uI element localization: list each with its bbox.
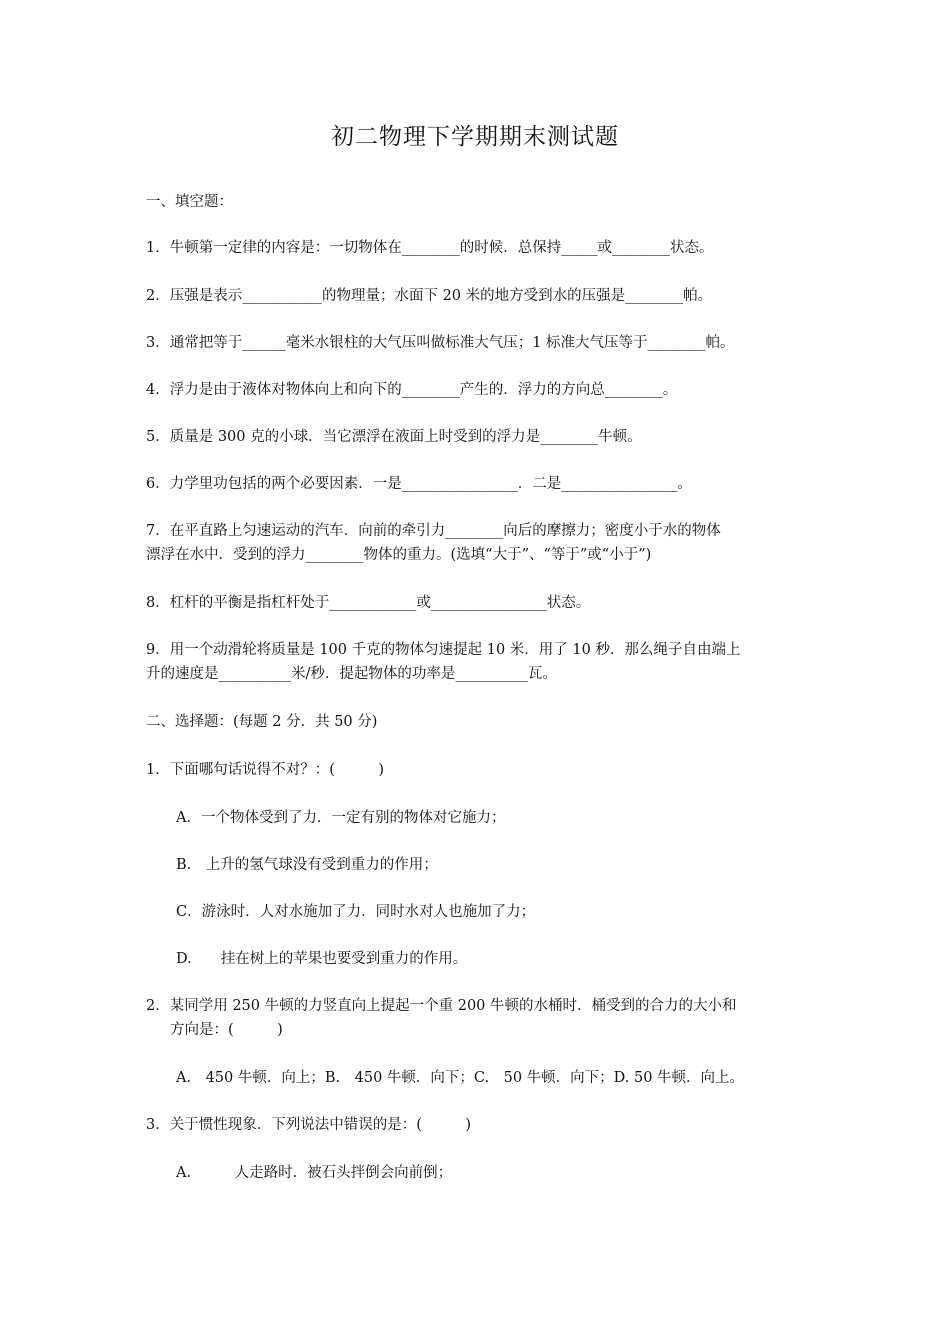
section-heading-fill-blank: 一、填空题： <box>146 194 233 210</box>
fill-question-4: 4．浮力是由于液体对物体向上和向下的________产生的．浮力的方向总________。 <box>146 382 678 398</box>
fill-question-5: 5．质量是 300 克的小球．当它漂浮在液面上时受到的浮力是________牛顿。 <box>146 429 642 445</box>
choice-question-1-option-b: B. 上升的氢气球没有受到重力的作用； <box>176 857 438 873</box>
choice-question-2-line-2: 方向是：( ) <box>170 1022 283 1038</box>
fill-question-2: 2．压强是表示___________的物理量；水面下 20 米的地方受到水的压强是________帕。 <box>146 288 713 304</box>
page-title: 初二物理下学期期末测试题 <box>331 124 619 150</box>
choice-question-1-option-d: D. 挂在树上的苹果也要受到重力的作用。 <box>176 951 468 967</box>
fill-question-8: 8．杠杆的平衡是指杠杆处于____________或________________状态。 <box>146 595 591 611</box>
choice-question-2-line-1: 2．某同学用 250 牛顿的力竖直向上提起一个重 200 牛顿的水桶时．桶受到的合力的大小和 <box>146 998 737 1014</box>
fill-question-6: 6．力学里功包括的两个必要因素．一是________________．二是________________。 <box>146 476 692 492</box>
fill-question-9-line-2: 升的速度是__________米/秒．提起物体的功率是__________瓦。 <box>146 666 557 682</box>
fill-question-1: 1．牛顿第一定律的内容是：一切物体在________的时候．总保持_____或________状态。 <box>146 240 714 256</box>
section-heading-choice: 二、选择题：(每题 2 分．共 50 分) <box>146 714 378 730</box>
fill-question-7-line-2: 漂浮在水中．受到的浮力________物体的重力。(选填“大于”、“等于”或“小于”) <box>146 547 652 563</box>
fill-question-9-line-1: 9．用一个动滑轮将质量是 100 千克的物体匀速提起 10 米．用了 10 秒．那么绳子自由端上 <box>146 642 741 658</box>
fill-question-3: 3．通常把等于______毫米水银柱的大气压叫做标准大气压；1 标准大气压等于________帕。 <box>146 335 735 351</box>
choice-question-1-option-a: A．一个物体受到了力．一定有别的物体对它施力； <box>176 810 506 826</box>
choice-question-3-option-a: A. 人走路时．被石头拌倒会向前倒； <box>176 1165 453 1181</box>
choice-question-1-option-c: C．游泳时．人对水施加了力．同时水对人也施加了力； <box>176 904 536 920</box>
choice-question-1: 1．下面哪句话说得不对？：( ) <box>146 762 385 778</box>
choice-question-3: 3．关于惯性现象．下列说法中错误的是：( ) <box>146 1117 472 1133</box>
fill-question-7-line-1: 7．在平直路上匀速运动的汽车．向前的牵引力________向后的摩擦力；密度小于水的物体 <box>146 523 721 539</box>
choice-question-2-options: A. 450 牛顿．向上；B. 450 牛顿．向下；C. 50 牛顿．向下；D. 50 牛顿．向上。 <box>176 1070 745 1086</box>
